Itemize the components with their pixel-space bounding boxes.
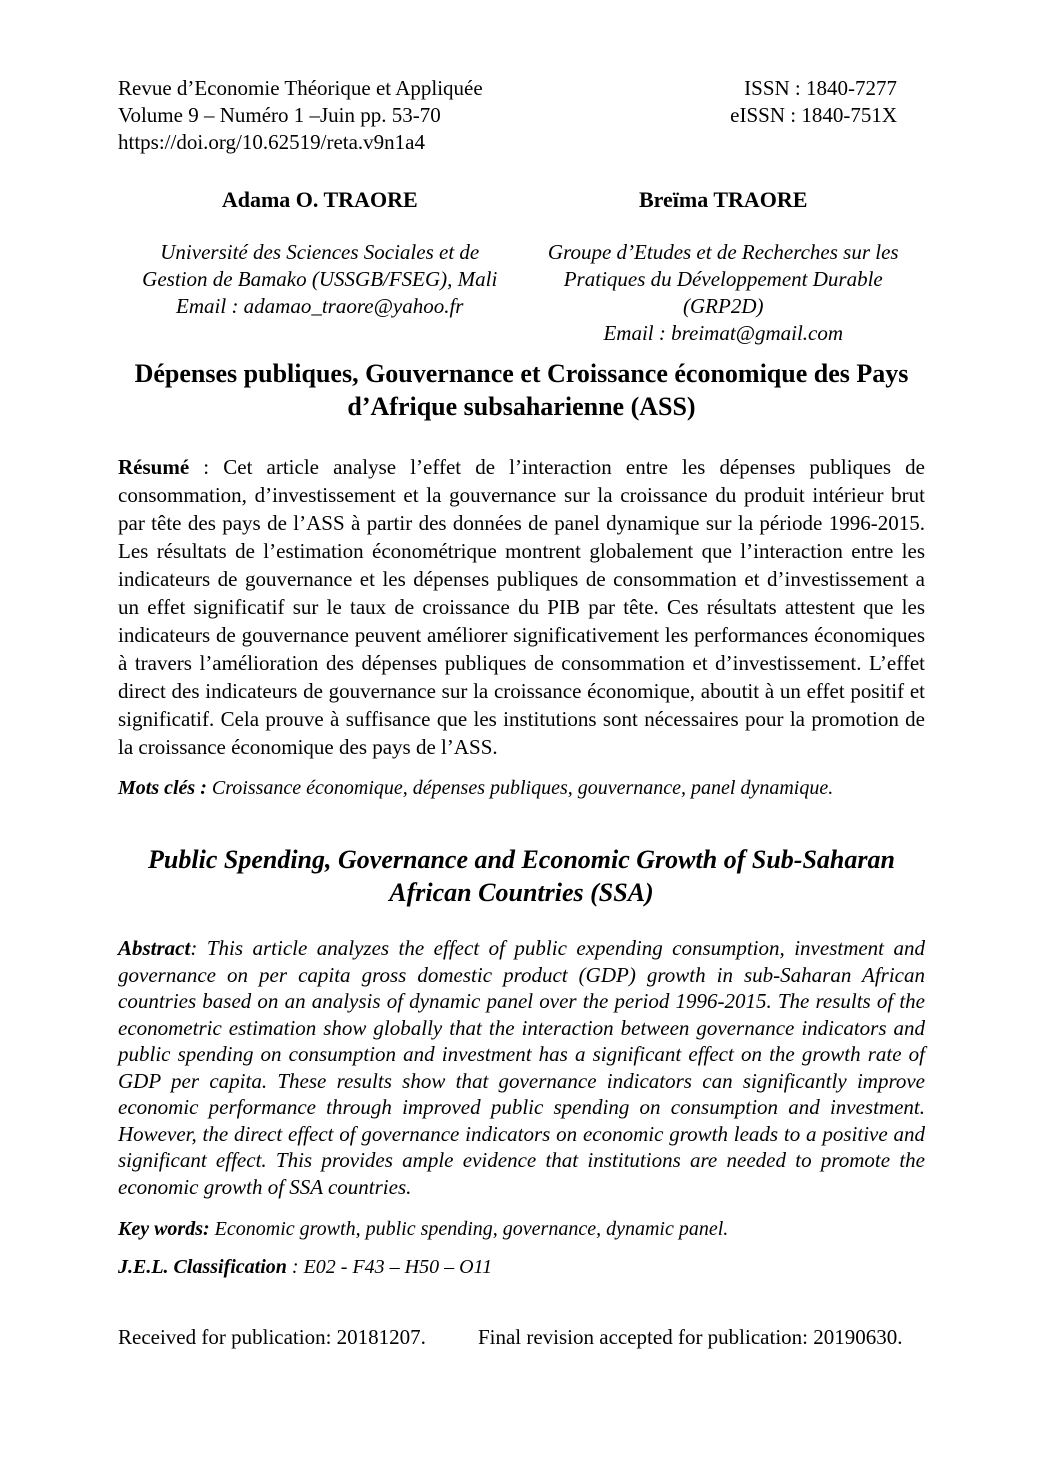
journal-doi: https://doi.org/10.62519/reta.v9n1a4 (118, 130, 426, 154)
resume-label: Résumé (118, 455, 190, 479)
mots-cles-line (118, 775, 925, 801)
jel-label: J.E.L. Classification (118, 1256, 287, 1278)
authors-block (118, 186, 925, 347)
author-2-affiliation-text: Groupe d’Etudes et de Recherches sur les Pratiques du Développement Durable (GRP2D) (547, 240, 899, 318)
author-1-affiliation (118, 239, 522, 320)
journal-name: Revue d’Economie Théorique et Appliquée (118, 76, 483, 100)
keywords-text: Economic growth, public spending, governance, dynamic panel. (209, 1218, 729, 1240)
author-2-affiliation (522, 239, 926, 347)
journal-info (118, 75, 483, 156)
received-date: Received for publication: 20181207. (118, 1325, 426, 1349)
author-1-email: Email : adamao_traore@yahoo.fr (176, 294, 464, 318)
author-2-email: Email : breimat@gmail.com (603, 321, 844, 345)
accepted-date: Final revision accepted for publication: 20190630. (477, 1325, 903, 1349)
author-1 (118, 186, 522, 347)
author-1-affiliation-text: Université des Sciences Sociales et de Gestion de Bamako (USSGB/FSEG), Mali (142, 240, 498, 291)
publication-dates (118, 1324, 925, 1350)
mots-cles-label: Mots clés : (118, 777, 207, 799)
keywords-label: Key words: (118, 1218, 210, 1240)
abstract-text: This article analyzes the effect of public expending consumption, investment and governance on per capita gross domestic product (GDP) growth in sub-Saharan African countries based on an analysis of dynamic panel over the period 1996-2015. The results of the econometric estimation show globally that the interaction between governance indicators and public spending on consumption and investment has a significant effect on the growth rate of GDP per capita. These results show that governance indicators can significantly improve economic performance through improved public spending on consumption and investment. However, the direct effect of governance indicators on economic growth leads to a positive and significant effect. This provides ample evidence that institutions are needed to promote the economic growth of SSA countries. (118, 936, 925, 1199)
abstract-label: Abstract (118, 936, 191, 960)
resume-paragraph (118, 453, 925, 761)
abstract-separator: : (190, 936, 207, 960)
resume-text: Cet article analyse l’effet de l’interaction entre les dépenses publiques de consommation, d’investissement et la gouvernance sur la croissance du produit intérieur brut par tête des pays de l’ASS à partir des données de panel dynamique sur la période 1996-2015. Les résultats de l’estimation économétrique montrent globalement que l’interaction entre les indicateurs de gouvernance et les dépenses publiques de consommation et d’investissement a un effet significatif sur le taux de croissance du PIB par tête. Ces résultats attestent que les indicateurs de gouvernance peuvent améliorer significativement les performances économiques à travers l’amélioration des dépenses publiques de consommation et d’investissement. L’effet direct des indicateurs de gouvernance sur la croissance économique, aboutit à un effet positif et significatif. Cela prouve à suffisance que les institutions sont nécessaires pour la promotion de la croissance économique des pays de l’ASS. (118, 455, 926, 759)
keywords-line (118, 1216, 925, 1242)
author-2-name: Breïma TRAORE (639, 187, 808, 212)
mots-cles-text: Croissance économique, dépenses publiques, gouvernance, panel dynamique. (206, 777, 834, 799)
resume-separator: : (189, 455, 224, 479)
paper-title-fr: Dépenses publiques, Gouvernance et Croissance économique des Pays d’Afrique subsaharienne (ASS) (134, 359, 909, 421)
author-2 (522, 186, 926, 347)
journal-header (118, 75, 925, 156)
paper-title-en: Public Spending, Governance and Economic Growth of Sub-Saharan African Countries (SSA) (148, 845, 895, 907)
jel-text: : E02 - F43 – H50 – O11 (286, 1256, 493, 1278)
jel-line (118, 1254, 925, 1280)
abstract-paragraph (118, 935, 925, 1200)
journal-volume-line: Volume 9 – Numéro 1 –Juin pp. 53-70 (118, 103, 441, 127)
journal-issn: ISSN : 1840-7277 (744, 76, 897, 100)
journal-issn-block (730, 75, 925, 129)
journal-eissn: eISSN : 1840-751X (730, 103, 897, 127)
author-1-name: Adama O. TRAORE (221, 187, 418, 212)
